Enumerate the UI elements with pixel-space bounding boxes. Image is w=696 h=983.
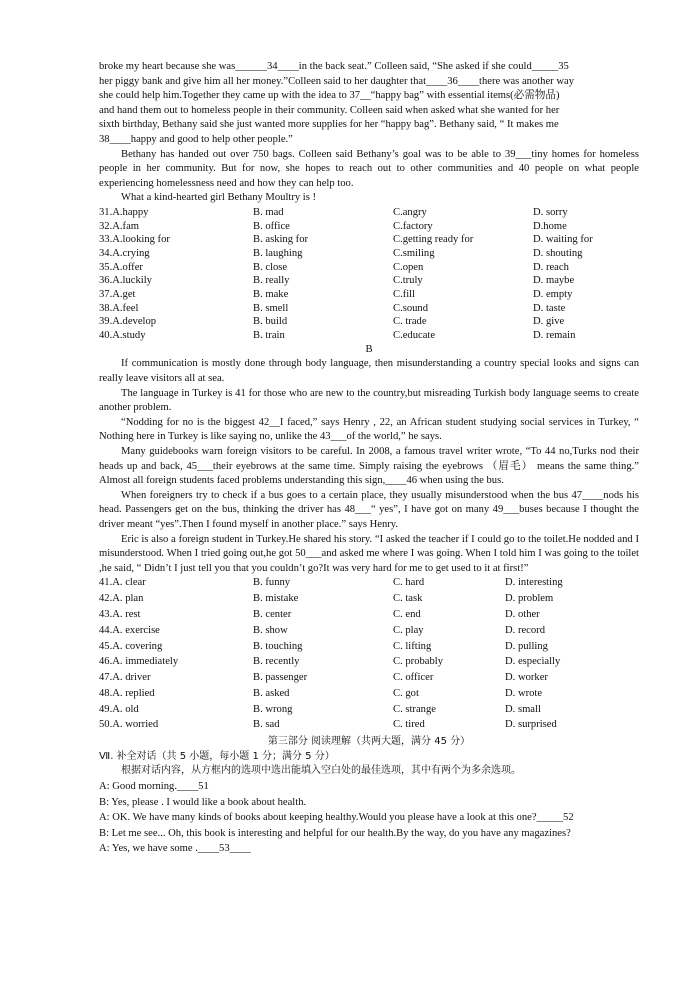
option: 38.A.feel	[99, 302, 139, 314]
option: D. record	[505, 624, 546, 636]
passage-a-paragraph: What a kind-hearted girl Bethany Moultry is !	[121, 192, 317, 204]
option: 31.A.happy	[99, 206, 149, 218]
option: D. reach	[533, 261, 569, 273]
option: D. give	[533, 316, 565, 328]
option: D. pulling	[505, 640, 548, 652]
option: D. interesting	[505, 577, 563, 589]
passage-b-paragraph: The language in Turkey is 41 for those who are new to the country,but misreading Turkish body language seems to create another problem.	[99, 387, 639, 414]
option: C. task	[393, 593, 423, 605]
option-row	[99, 247, 639, 261]
dialogue-line: B: Yes, please . I would like a book about health.	[99, 796, 307, 808]
option: 36.A.luckily	[99, 275, 152, 287]
option: B. wrong	[253, 703, 293, 715]
passage-b-paragraph: If communication is mostly done through body language, then misunderstanding a country special looks and signs can really leave visitors all at sea.	[99, 358, 639, 384]
option: B. recently	[253, 656, 300, 668]
option: D. other	[505, 608, 540, 620]
option-row	[99, 640, 639, 656]
option: B. center	[253, 608, 292, 620]
option: B. touching	[253, 640, 303, 652]
dialogue-line: B: Let me see... Oh, this book is interesting and helpful for our health.By the way, do you have any magazines?	[99, 827, 571, 839]
option: 41.A. clear	[99, 577, 146, 589]
option: D. sorry	[533, 206, 568, 218]
option: 49.A. old	[99, 703, 139, 715]
option: B. train	[253, 330, 285, 342]
exam-page	[99, 60, 639, 857]
option: B. mad	[253, 206, 284, 218]
option: B. sad	[253, 719, 280, 731]
option-row	[99, 233, 639, 247]
option: D. wrote	[505, 687, 543, 699]
option: C. got	[393, 687, 419, 699]
option: 40.A.study	[99, 330, 146, 342]
option: 34.A.crying	[99, 248, 150, 259]
option: C. officer	[393, 672, 434, 684]
option: 44.A. exercise	[99, 624, 160, 636]
dialogue-line: A: OK. We have many kinds of books about keeping healthy.Would you please have a look at this one?_____52	[99, 812, 574, 824]
option-row	[99, 703, 639, 719]
passage-a-line: her piggy bank and give him all her money.”Colleen said to her daughter that____36____there was another way	[99, 75, 575, 87]
option: B. close	[253, 261, 288, 273]
option-row	[99, 592, 639, 608]
passage-a-line: broke my heart because she was______34____in the back seat.” Colleen said, “She asked if she could_____35	[99, 61, 569, 72]
option: C.angry	[393, 206, 427, 218]
option: C. lifting	[393, 640, 432, 652]
section-b-label: B	[365, 343, 373, 355]
option: 43.A. rest	[99, 608, 141, 620]
option-row	[99, 288, 639, 302]
option: D. especially	[505, 656, 561, 668]
option: 42.A. plan	[99, 593, 144, 605]
dialogue-line: A: Good morning.____51	[99, 781, 209, 793]
option: B. smell	[253, 302, 289, 314]
option: D. shouting	[533, 248, 583, 259]
section7-heading: Ⅶ. 补全对话（共 5 小题，每小题 1 分；满分 5 分）	[99, 750, 335, 762]
section7-instruction: 根据对话内容，从方框内的选项中选出能填入空白处的最佳选项，其中有两个为多余选项。	[121, 765, 521, 777]
option: C.truly	[393, 275, 423, 287]
option: B. really	[253, 275, 290, 287]
dialogue-line: A: Yes, we have some .____53____	[99, 843, 251, 855]
option-row	[99, 687, 639, 703]
option-row	[99, 274, 639, 288]
option: B. asking for	[253, 234, 309, 246]
option: C.open	[393, 261, 424, 273]
option-row	[99, 206, 639, 220]
passage-b-paragraph: Eric is also a foreign student in Turkey.He shared his story. “I asked the teacher if I could go to the toilet.He nodded and I misunderstood. When I tried going out,he got 50___and asked me where I was going. When I told him I was going to the toilet ,he said, “ Didn’t I just tell you that you couldn’t go?It was very hard for me to get used to it at first!”	[99, 533, 639, 574]
option: D. waiting for	[533, 234, 593, 246]
option-row	[99, 608, 639, 624]
option: D. small	[505, 703, 541, 715]
passage-b-paragraph: Many guidebooks warn foreign visitors to be careful. In 2008, a famous travel writer wrote, “To 44 no,Turks nod their heads up and back, 45___their eyebrows at the same time. Simply raising the eyebrows （眉毛） means the same thing.” Almost all foreign students faced problems understanding this sign,____46 when using the bus.	[99, 445, 639, 487]
option: B. passenger	[253, 672, 308, 684]
option: 35.A.offer	[99, 261, 143, 273]
passage-b	[99, 357, 639, 576]
passage-a	[99, 60, 639, 206]
option: B. funny	[253, 577, 291, 589]
passage-a-line: she could help him.Together they came up with the idea to 37__“happy bag” with essential items(必需物品)	[99, 90, 560, 102]
passage-a-line: 38____happy and good to help other people.”	[99, 133, 293, 145]
option-row	[99, 302, 639, 316]
option: C.smiling	[393, 248, 435, 259]
option-row	[99, 655, 639, 671]
option: B. asked	[253, 687, 290, 699]
option-row	[99, 576, 639, 592]
option: 45.A. covering	[99, 640, 163, 652]
option: C. probably	[393, 656, 444, 668]
option: B. make	[253, 289, 289, 301]
passage-a-line: and hand them out to homeless people in their community. Colleen said when asked what she wanted for her	[99, 104, 560, 116]
option: 33.A.looking for	[99, 234, 170, 246]
passage-b-paragraph: When foreigners try to check if a bus goes to a certain place, they usually misunderstood when the bus 47____nods his head. Passengers get on the bus, thinking the driver has 48___“ yes”, I have got on many 49___buses because I thought the driver meant “yes”.Then I found myself in another place.” says Henry.	[99, 489, 639, 530]
option: C.factory	[393, 220, 433, 232]
option: C. tired	[393, 719, 425, 731]
option: C. trade	[393, 316, 427, 328]
option-row	[99, 718, 639, 734]
option-row	[99, 671, 639, 687]
option: B. mistake	[253, 593, 299, 605]
option: C. end	[393, 608, 421, 620]
option: D. taste	[533, 302, 566, 314]
option: 50.A. worried	[99, 719, 159, 731]
option: C. hard	[393, 577, 425, 589]
dialogue	[99, 779, 639, 857]
option-row	[99, 261, 639, 275]
option: 48.A. replied	[99, 687, 155, 699]
option: C.fill	[393, 289, 416, 301]
option: B. laughing	[253, 248, 303, 259]
option: C.getting ready for	[393, 234, 474, 246]
passage-a-line: sixth birthday, Bethany said she just wanted more supplies for her “happy bag”. Bethany said, “ It makes me	[99, 119, 559, 131]
option: 39.A.develop	[99, 316, 157, 328]
option: C.educate	[393, 330, 436, 342]
option-row	[99, 624, 639, 640]
option: C. play	[393, 624, 424, 636]
options-a	[99, 206, 639, 343]
option: D. worker	[505, 672, 548, 684]
option-row	[99, 315, 639, 329]
option: C. strange	[393, 703, 436, 715]
passage-b-paragraph: “Nodding for no is the biggest 42__I faced,” says Henry , 22, an African student studying social services in Turkey, “ Nothing here in Turkey is like saying no, unlike the 43___of the world,” he says.	[99, 416, 639, 443]
option: 37.A.get	[99, 289, 136, 301]
option: B. show	[253, 624, 288, 636]
option-row	[99, 220, 639, 234]
option: B. office	[253, 220, 290, 232]
part3-heading: 第三部分 阅读理解（共两大题，满分 45 分）	[267, 736, 471, 748]
option: D. empty	[533, 289, 573, 301]
option: D. problem	[505, 593, 554, 605]
option: 47.A. driver	[99, 672, 151, 684]
options-b	[99, 576, 639, 734]
option: D.home	[533, 220, 567, 232]
option: D. maybe	[533, 275, 575, 287]
option: D. remain	[533, 330, 576, 342]
option: C.sound	[393, 302, 429, 314]
option: D. surprised	[505, 719, 557, 731]
option: 32.A.fam	[99, 220, 140, 232]
option: 46.A. immediately	[99, 656, 179, 668]
option: B. build	[253, 316, 288, 328]
option-row	[99, 329, 639, 343]
passage-a-paragraph: Bethany has handed out over 750 bags. Colleen said Bethany’s goal was to be able to 39___tiny homes for homeless people in her community. But for now, she hopes to reach out to other communities and 40 people on what people experiencing homelessness need and how they can help too.	[99, 148, 639, 189]
